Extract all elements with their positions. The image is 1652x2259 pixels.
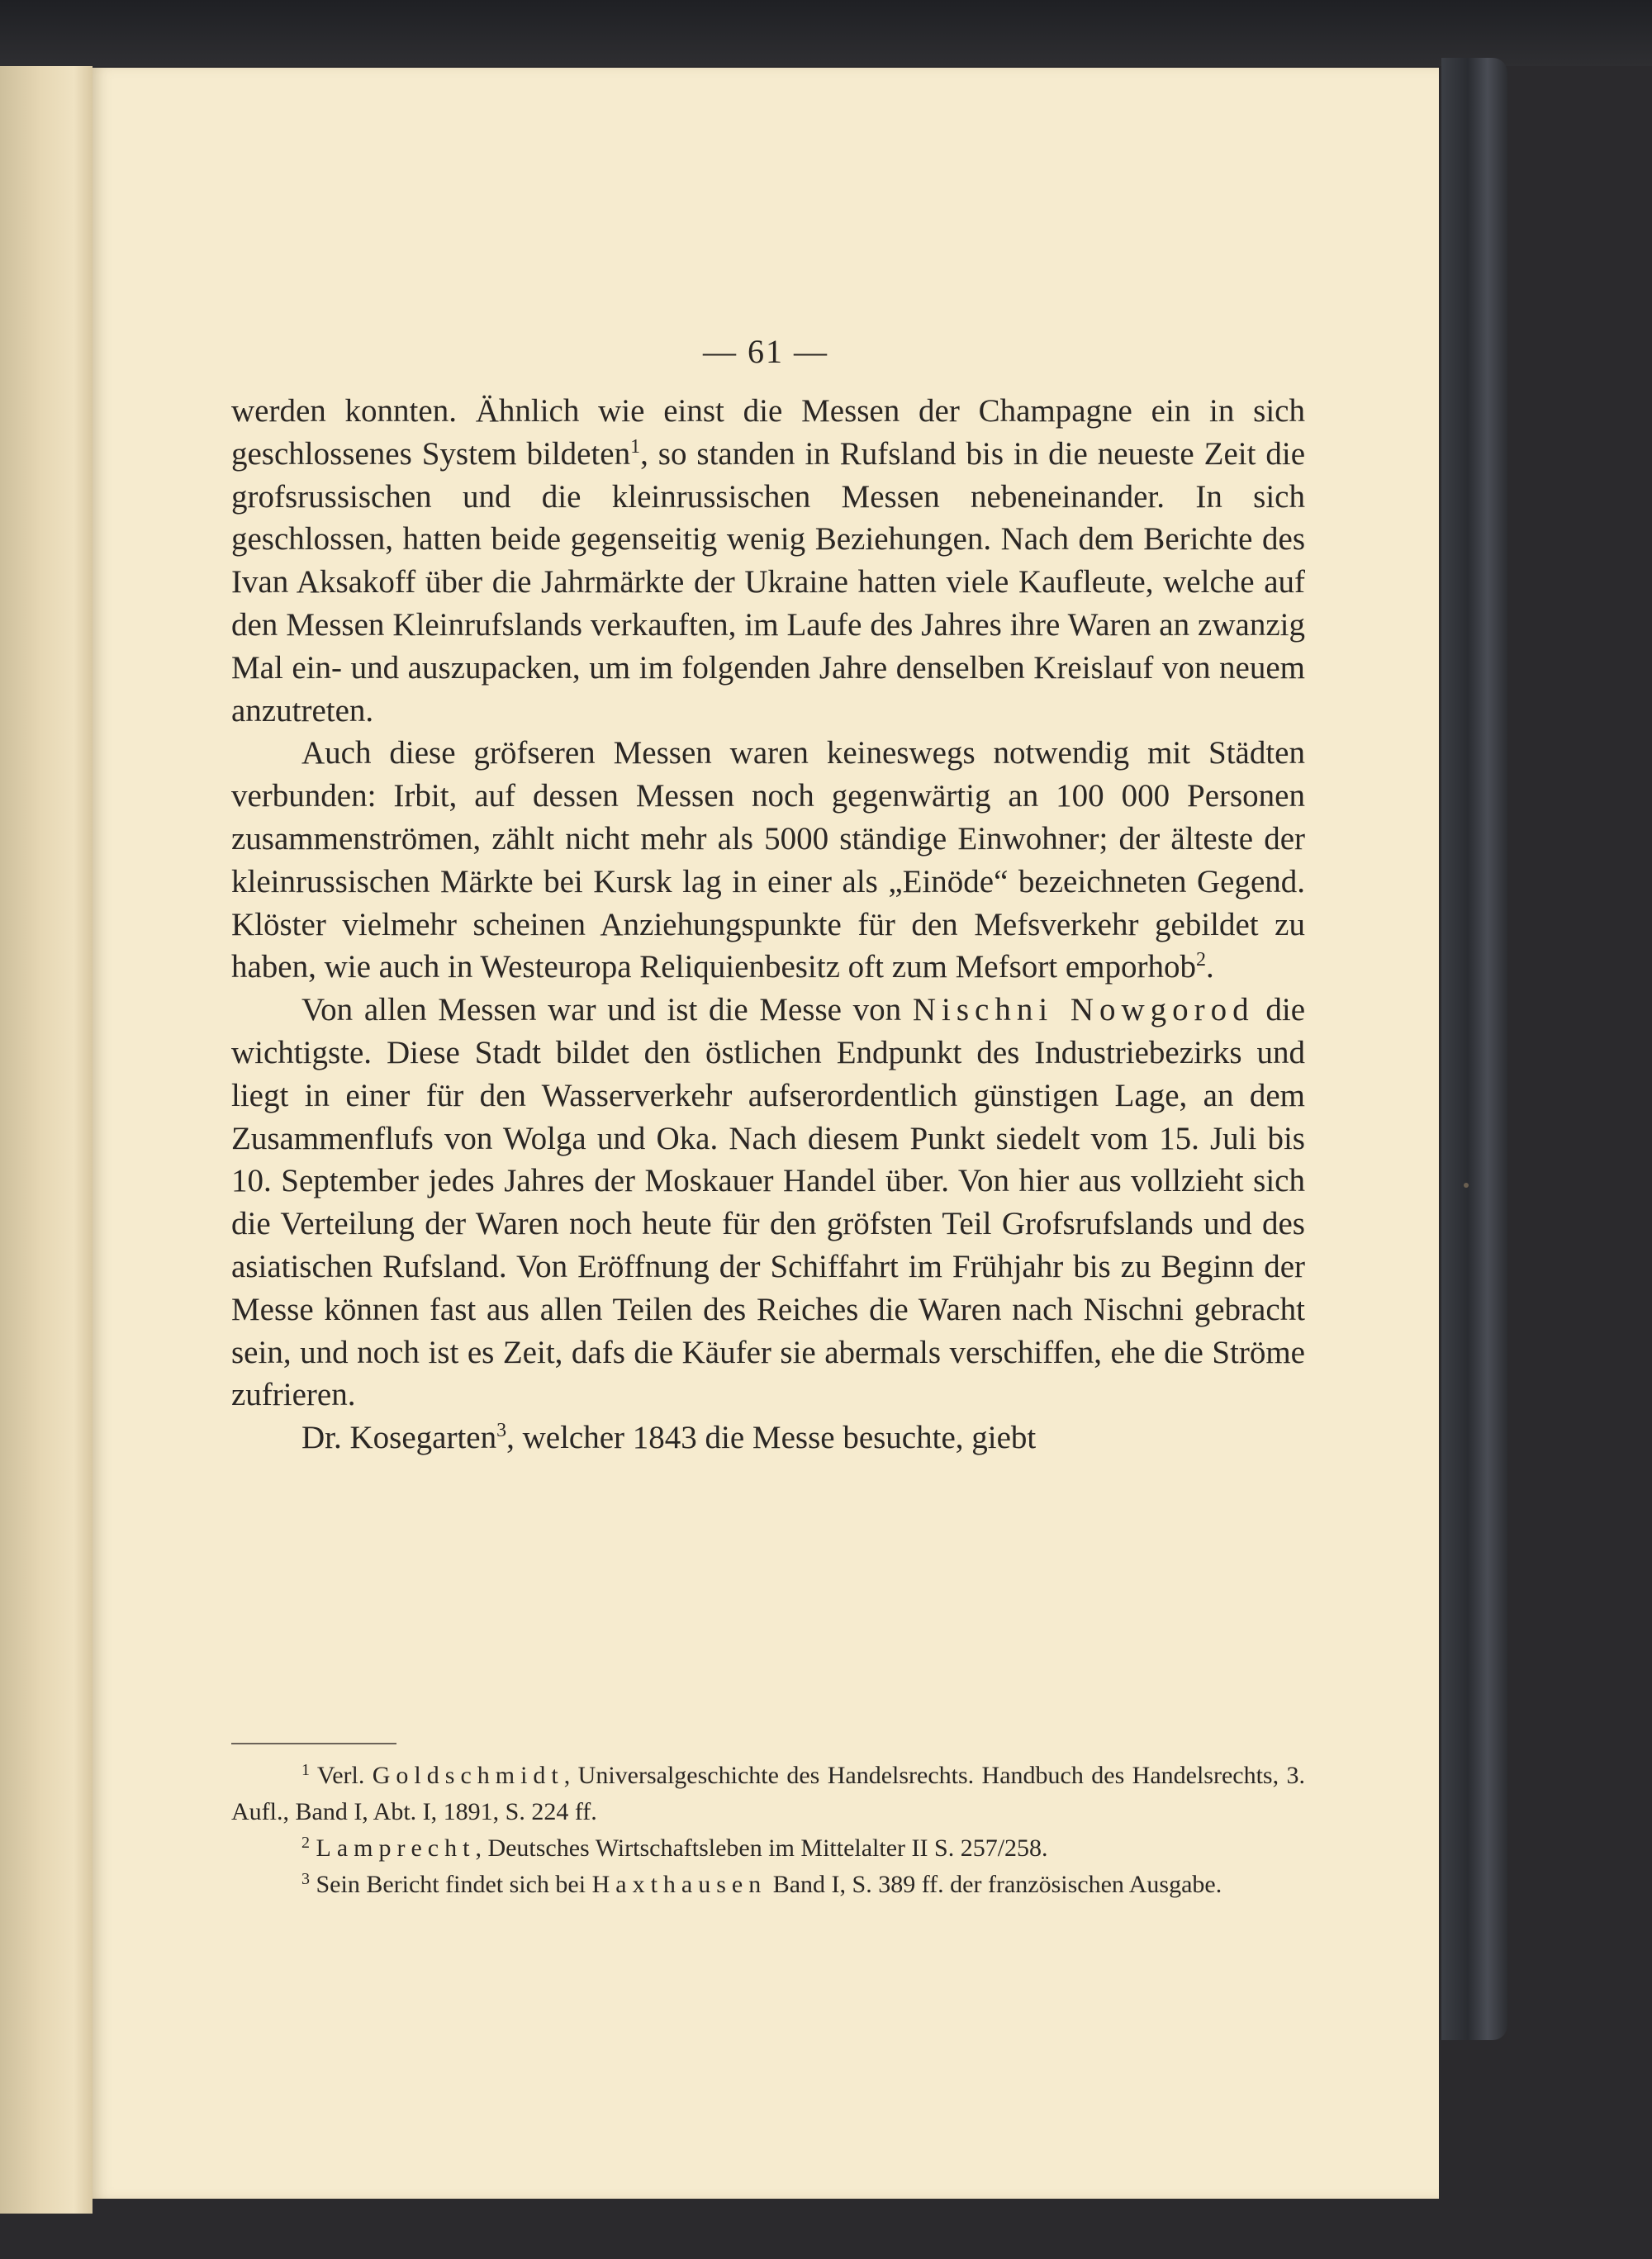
footnote	[231, 1867, 1305, 1903]
text-run: , welcher 1843 die Messe besuchte, giebt	[506, 1420, 1037, 1456]
footnote-number: 3	[301, 1870, 310, 1888]
paragraph	[231, 1417, 1305, 1459]
page-number: — 61 —	[703, 333, 828, 370]
paragraph	[231, 390, 1305, 732]
body-text	[231, 390, 1305, 1459]
ink-speck	[1464, 1183, 1469, 1188]
paragraph	[231, 989, 1305, 1417]
footnote-separator	[231, 1743, 396, 1744]
footnote-reference: 3	[496, 1420, 507, 1442]
text-run: Auch diese gröfseren Messen waren keineswegs notwendig mit Städten verbunden: Irbit, auf dessen Messen noch gegenwärtig an 100 000 Personen zusammenströmen, zählt nicht mehr als 5000 ständige Einwohner; der älteste der kleinrussischen Märkte bei Kursk lag in einer als „Einöde“ bezeichneten Gegend. Klöster vielmehr scheinen Anziehungspunkte für den Mefsverkehr gebildet zu haben, wie auch in Westeuropa Reliquienbesitz oft zum Mefsort emporhob	[231, 735, 1305, 985]
text-run: Von allen Messen war und ist die Messe von	[301, 992, 913, 1028]
text-run: Sein Bericht findet sich bei	[310, 1871, 592, 1898]
footnote	[231, 1758, 1305, 1830]
spaced-name: Goldschmidt	[372, 1762, 564, 1789]
text-run: .	[1205, 949, 1214, 985]
text-run: , so standen in Rufsland bis in die neueste Zeit die grofsrussischen und die kleinrussischen Messen nebeneinander. In sich geschlossen, hatten beide gegenseitig wenig Beziehungen. Nach dem Berichte des Ivan Aksakoff über die Jahrmärkte der Ukraine hatten viele Kaufleute, welche auf den Messen Kleinrufslands verkauften, im Laufe des Jahres ihre Waren an zwanzig Mal ein- und auszupacken, um im folgenden Jahre denselben Kreislauf von neuem anzutreten.	[231, 435, 1305, 728]
text-run: die wichtigste. Diese Stadt bildet den östlichen Endpunkt des Industriebezirks und liegt in einer für den Wasserverkehr aufserordentlich günstigen Lage, an dem Zusammenflufs von Wolga und Oka. Nach diesem Punkt siedelt vom 15. Juli bis 10. September jedes Jahres der Moskauer Handel über. Von hier aus vollzieht sich die Verteilung der Waren noch heute für den gröfsten Teil Grofsrufslands und des asiatischen Rufsland. Von Eröffnung der Schiffahrt im Frühjahr bis zu Beginn der Messe können fast aus allen Teilen des Reiches die Waren nach Nischni gebracht sein, und noch ist es Zeit, dafs die Käufer sie abermals verschiffen, ehe die Ströme zufrieren.	[231, 992, 1306, 1413]
footnote-number: 2	[301, 1834, 310, 1852]
text-run	[310, 1834, 316, 1862]
book-cover-edge	[1441, 58, 1507, 2040]
text-run: Band I, S. 389 ff. der französischen Ausgabe.	[767, 1871, 1222, 1898]
text-run: werden konnten. Ähnlich wie einst die Messen der Champagne ein in sich geschlossenes System bildeten	[231, 393, 1305, 472]
text-run: Dr. Kosegarten	[301, 1420, 497, 1456]
footnote-reference: 1	[630, 435, 641, 458]
spaced-name: Haxthausen	[591, 1871, 767, 1898]
footnote	[231, 1830, 1305, 1867]
text-run: , Deutsches Wirtschaftsleben im Mittelalter II S. 257/258.	[475, 1834, 1048, 1862]
paragraph	[231, 732, 1305, 989]
text-run: Verl.	[310, 1762, 373, 1789]
footnotes	[231, 1758, 1305, 1903]
facing-page-edge	[0, 66, 93, 2214]
footnote-reference: 2	[1195, 949, 1206, 971]
spaced-name: Nischni Nowgorod	[912, 992, 1255, 1028]
footnote-number: 1	[301, 1761, 310, 1779]
book-page	[93, 68, 1439, 2199]
spaced-name: Lamprecht	[316, 1834, 476, 1862]
text-run: , Universalgeschichte des Handelsrechts. Handbuch des Handelsrechts, 3. Aufl., Band I, Abt. I, 1891, S. 224 ff.	[231, 1762, 1305, 1825]
book-cover-top	[0, 0, 1652, 66]
